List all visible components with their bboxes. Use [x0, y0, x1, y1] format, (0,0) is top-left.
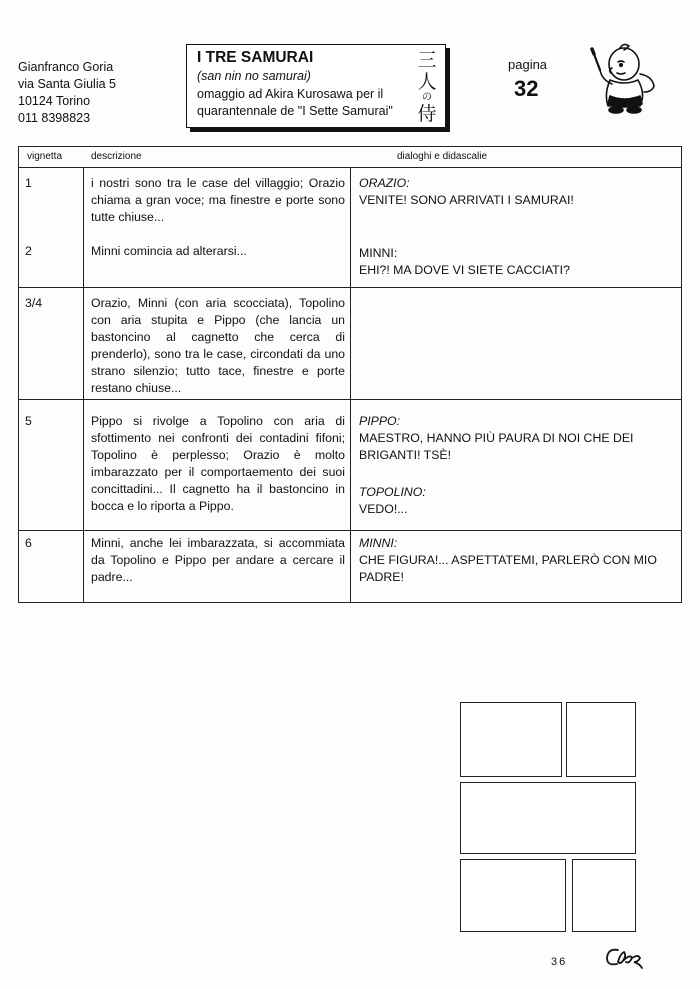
header-descrizione: descrizione — [91, 151, 142, 162]
row-1-description: i nostri sono tra le case del villaggio; Orazio chiama a gran voce; ma finestre e porte sono tutte chiuse... — [91, 176, 345, 224]
row-3-number: 3/4 — [25, 296, 43, 310]
author-street: via Santa Giulia 5 — [18, 77, 116, 91]
author-address — [18, 59, 116, 127]
dedication-line-2: quarantennale de "I Sette Samurai" — [197, 104, 393, 118]
kanji-char: 侍 — [417, 103, 437, 125]
samurai-mascot-icon — [590, 40, 662, 118]
story-title: I TRE SAMURAI — [197, 49, 314, 66]
signature-icon — [604, 944, 648, 970]
row-4-dialogue-2: VEDO!... — [359, 502, 408, 516]
row-4-description: Pippo si rivolge a Topolino con aria di sfottimento nei confronti dei contadini fifoni; Topolino è perplesso; Orazio è molto imbarazzato per il comportaemento dei suoi concittadini... Il cagnetto ha il bastoncino in bocca e lo riporta a Pippo. — [91, 414, 345, 513]
row-divider — [19, 287, 681, 288]
row-1-number: 1 — [25, 176, 32, 190]
row-5-number: 6 — [25, 536, 32, 550]
row-divider — [19, 399, 681, 400]
row-4-dialogue: MAESTRO, HANNO PIÙ PAURA DI NOI CHE DEI BRIGANTI! TSÈ! — [359, 431, 634, 462]
title-box — [186, 44, 446, 128]
row-2-dialogue: EHI?! MA DOVE VI SIETE CACCIATI? — [359, 263, 570, 277]
row-2-description: Minni comincia ad alterarsi... — [91, 244, 247, 258]
kanji-char: 三 — [417, 49, 437, 71]
row-2-number: 2 — [25, 244, 32, 258]
header-vignetta: vignetta — [27, 151, 63, 162]
author-city: 10124 Torino — [18, 94, 91, 108]
story-subtitle: (san nin no samurai) — [197, 69, 311, 83]
kanji-char: 人 — [417, 71, 437, 93]
panel-frame — [572, 859, 636, 932]
kanji-title — [415, 49, 439, 125]
table-header — [19, 147, 681, 168]
panel-frame — [566, 702, 636, 777]
row-5-description: Minni, anche lei imbarazzata, si accommiata da Topolino e Pippo per andare a cercare il padre... — [91, 536, 345, 584]
author-phone: 011 8398823 — [18, 111, 91, 125]
page-number: 32 — [514, 76, 539, 101]
row-1-speaker: ORAZIO: — [359, 176, 410, 190]
row-4-number: 5 — [25, 414, 32, 428]
panel-frame — [460, 702, 562, 777]
row-2-speaker: MINNI: — [359, 246, 398, 260]
panel-frame — [460, 859, 566, 932]
dedication-line-1: omaggio ad Akira Kurosawa per il — [197, 87, 384, 101]
panel-frame — [460, 782, 636, 854]
header-dialoghi: dialoghi e didascalie — [397, 151, 488, 162]
script-table — [18, 146, 682, 603]
page-label: pagina — [508, 57, 548, 72]
kanji-char: の — [422, 92, 432, 103]
row-3-description: Orazio, Minni (con aria scocciata), Topolino con aria stupita e Pippo (che lancia un bastoncino al cagnetto che cerca di prenderlo), sono tra le case, circondati da uno strano silenzio; tutto tace, finestre e porte restano chiuse... — [91, 296, 345, 395]
row-divider — [19, 530, 681, 531]
row-4-speaker-2: TOPOLINO: — [359, 485, 426, 499]
row-1-dialogue: VENITE! SONO ARRIVATI I SAMURAI! — [359, 193, 574, 207]
row-5-dialogue: CHE FIGURA!... ASPETTATEMI, PARLERÒ CON MIO PADRE! — [359, 553, 657, 584]
column-divider — [350, 167, 351, 602]
author-name: Gianfranco Goria — [18, 60, 114, 74]
footer-page-number: 36 — [551, 956, 568, 968]
row-4-speaker: PIPPO: — [359, 414, 401, 428]
column-divider — [83, 167, 84, 602]
row-5-speaker: MINNI: — [359, 536, 398, 550]
